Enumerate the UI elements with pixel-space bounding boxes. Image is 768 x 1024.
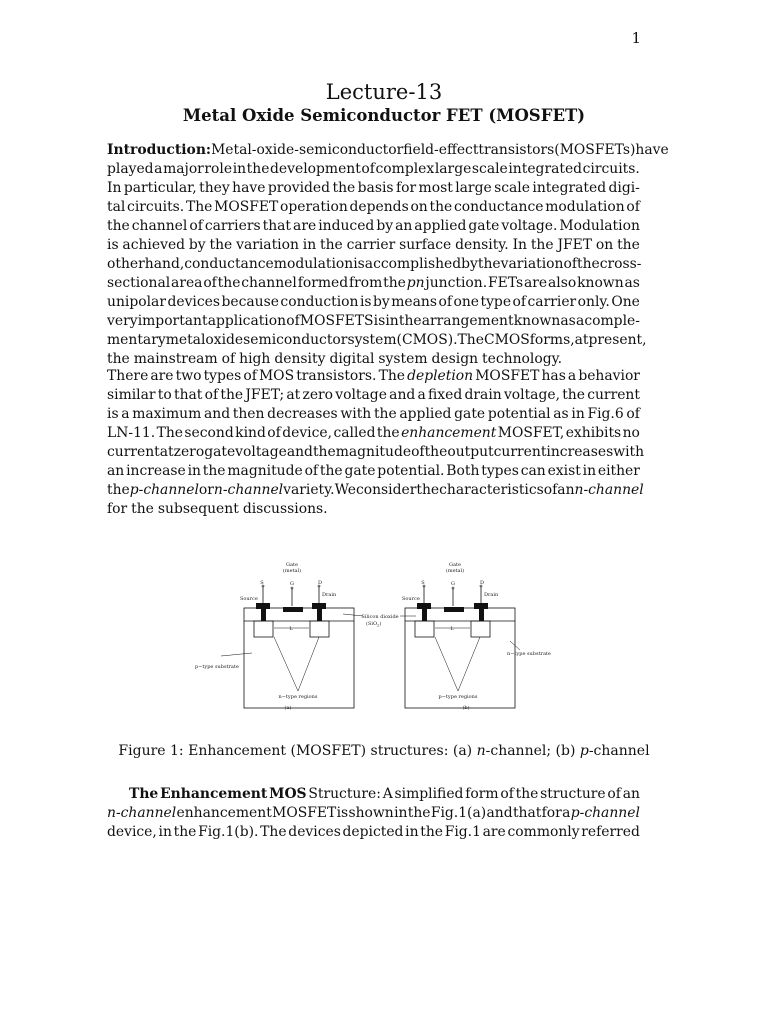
mos-types-paragraph: [107, 367, 645, 519]
text-line: current at zero gate voltage and the magnitude of the output current increases with: [107, 444, 645, 460]
p-regions-label: p−type regions: [438, 694, 478, 700]
text-line: unipolar devices because conduction is by means of one type of carrier only. One: [107, 294, 640, 310]
text-line: other hand, conductance modulation is accomplished by the variation of the cross-: [107, 256, 642, 272]
page-number: 1: [631, 29, 641, 47]
text-line: LN-11. The second kind of device, called the enhancement MOSFET, exhibits no: [107, 425, 640, 441]
text-line: is a maximum and then decreases with the applied gate potential as in Fig.6 of: [107, 406, 640, 422]
text-line: sectional area of the channel formed from the pn junction. FETs are also known as: [107, 275, 640, 291]
g-letter-b: G: [451, 581, 455, 587]
s-letter-a: S: [260, 580, 264, 586]
mosfet-structure-figure: [190, 558, 590, 718]
n-channel-diagram: [195, 562, 363, 711]
text-line: device, in the Fig.1(b). The devices depicted in the Fig.1 are commonly referred: [107, 824, 640, 840]
text-line: is achieved by the variation in the carrier surface density. In the JFET on the: [107, 237, 640, 253]
text-line: similar to that of the JFET; at zero voltage and a fixed drain voltage, the current: [107, 387, 640, 403]
p-channel-diagram: [402, 562, 551, 711]
text-line: the mainstream of high density digital system design technology.: [107, 351, 562, 367]
text-line: There are two types of MOS transistors. The depletion MOSFET has a behavior: [107, 368, 640, 384]
lecture-subtitle: Metal Oxide Semiconductor FET (MOSFET): [182, 106, 586, 125]
gate-label-a: Gate: [286, 562, 298, 568]
n-regions-label: n−type regions: [278, 694, 318, 700]
p-substrate-label: p−type substrate: [195, 664, 239, 670]
panel-label-b: (b): [462, 705, 470, 711]
source-label-b: Source: [402, 596, 420, 602]
text-line: tal circuits. The MOSFET operation depends on the conductance modulation of: [107, 199, 640, 215]
l-label-a: L: [289, 626, 293, 632]
drain-label-b: Drain: [484, 592, 499, 598]
text-line: The Enhancement MOS Structure: A simplified form of the structure of an: [129, 786, 640, 802]
s-letter-b: S: [421, 580, 425, 586]
text-line: Introduction: Metal-oxide-semiconductor field-effect transistors (MOSFETs) have: [107, 142, 669, 158]
d-letter-b: D: [479, 580, 485, 586]
text-line: the p-channel or n-channel variety. We consider the characteristics of an n-channel: [107, 482, 644, 498]
d-letter-a: D: [317, 580, 323, 586]
text-line: n-channel enhancement MOSFET is shown in the Fig.1(a) and that for a p-channel: [107, 805, 640, 821]
source-label-a: Source: [240, 596, 258, 602]
l-label-b: L: [450, 626, 454, 632]
g-letter-a: G: [290, 581, 294, 587]
text-line: an increase in the magnitude of the gate potential. Both types can exist in either: [107, 463, 640, 479]
sio2-label: (SiO$_2$): [366, 621, 382, 628]
text-line: mentary metal oxide semiconductor system (CMOS). The CMOS forms, at present,: [107, 332, 647, 348]
text-line: the channel of carriers that are induced by an applied gate voltage. Modulation: [107, 218, 640, 234]
text-line: In particular, they have provided the basis for most large scale integrated digi-: [107, 180, 640, 196]
text-line: played a major role in the development of complex large scale integrated circuits.: [107, 161, 640, 177]
panel-label-a: (a): [284, 705, 292, 711]
text-line: for the subsequent discussions.: [107, 501, 328, 517]
introduction-paragraph: [107, 141, 669, 369]
metal-label-b: (metal): [445, 568, 465, 574]
text-line: very important application of MOSFETS is in the arrangement known as a comple-: [107, 313, 640, 329]
lecture-title: Lecture-13: [325, 80, 443, 104]
n-substrate-label: n−type substrate: [507, 651, 551, 657]
silicon-dioxide-label: Silicon dioxide: [361, 614, 399, 620]
enhancement-paragraph: [107, 785, 640, 842]
gate-label-b: Gate: [449, 562, 461, 568]
figure-caption: Figure 1: Enhancement (MOSFET) structures: (a) n-channel; (b) p-channel: [118, 743, 650, 759]
mosfet-diagram: [190, 558, 590, 718]
drain-label-a: Drain: [322, 592, 337, 598]
metal-label-a: (metal): [282, 568, 302, 574]
